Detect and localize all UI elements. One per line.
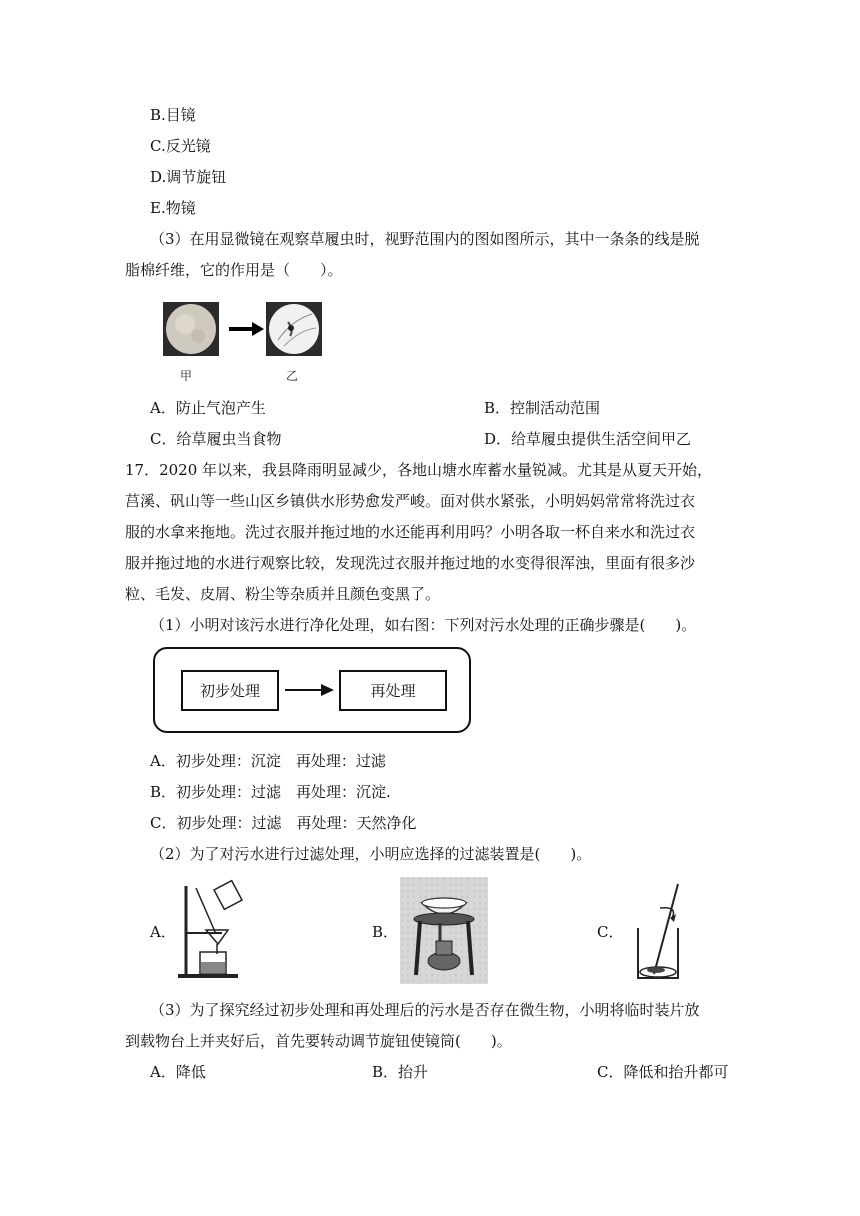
q17-para-line1: 17．2020 年以来，我县降雨明显减少，各地山塘水库蓄水量锐减。尤其是从夏天开始，	[125, 461, 713, 479]
q16-3-option-d: D．给草履虫提供生活空间甲乙	[484, 430, 692, 448]
process-flow-diagram	[153, 647, 471, 733]
q17-1-option-b: B．初步处理：过滤 再处理：沉淀.	[150, 783, 391, 801]
q17-2-stem: （2）为了对污水进行过滤处理，小明应选择的过滤装置是( )。	[150, 845, 592, 863]
q17-para-line5: 粒、毛发、皮屑、粉尘等杂质并且颜色变黑了。	[125, 585, 441, 603]
q17-2-option-c-label: C．	[597, 923, 624, 941]
q16-3-option-c: C．给草履虫当食物	[150, 430, 282, 448]
flow-box-initial: 初步处理	[181, 670, 279, 711]
q17-para-line2: 莒溪、矾山等一些山区乡镇供水形势愈发严峻。面对供水紧张，小明妈妈常常将洗过衣	[125, 492, 696, 510]
evaporation-apparatus-figure	[400, 877, 488, 984]
q17-para-line3: 服的水拿来拖地。洗过衣服并拖过地的水还能再利用吗？小明各取一杯自来水和洗过衣	[125, 523, 696, 541]
q17-1-option-a: A．初步处理：沉淀 再处理：过滤	[150, 752, 386, 770]
q17-2-option-a-label: A．	[150, 923, 176, 941]
option-e-objective: E.物镜	[150, 199, 196, 217]
option-d-knob: D.调节旋钮	[150, 168, 227, 186]
q17-3-option-c: C．降低和抬升都可	[597, 1063, 729, 1081]
flow-box-reprocess: 再处理	[339, 670, 447, 711]
filtration-apparatus-figure	[172, 878, 247, 983]
q17-1-stem: （1）小明对该污水进行净化处理，如右图：下列对污水处理的正确步骤是( )。	[150, 616, 697, 634]
q17-3-stem-line1: （3）为了探究经过初步处理和再处理后的污水是否存在微生物，小明将临时装片放	[150, 1001, 700, 1019]
figure-label-jia: 甲	[180, 369, 193, 383]
q17-3-option-a: A．降低	[150, 1063, 206, 1081]
stirring-beaker-figure	[626, 878, 686, 984]
q17-3-option-b: B．抬升	[372, 1063, 429, 1081]
q17-1-option-c: C．初步处理：过滤 再处理：天然净化	[150, 814, 417, 832]
option-b-eyepiece: B.目镜	[150, 106, 196, 124]
figure-label-yi: 乙	[286, 369, 299, 383]
flow-arrow-icon	[283, 683, 335, 697]
q16-3-stem-line2: 脂棉纤维，它的作用是（ ）。	[125, 261, 343, 279]
q16-3-option-b: B．控制活动范围	[484, 399, 601, 417]
q16-3-option-a: A．防止气泡产生	[150, 399, 266, 417]
q17-para-line4: 服并拖过地的水进行观察比较，发现洗过衣服并拖过地的水变得很浑浊，里面有很多沙	[125, 554, 696, 572]
q17-2-option-b-label: B．	[372, 923, 399, 941]
option-c-mirror: C.反光镜	[150, 137, 211, 155]
q16-3-stem-line1: （3）在用显微镜在观察草履虫时，视野范围内的图如图所示，其中一条条的线是脱	[150, 230, 700, 248]
q17-3-stem-line2: 到载物台上并夹好后，首先要转动调节旋钮使镜筒( )。	[125, 1032, 512, 1050]
microscope-view-figure	[160, 300, 330, 360]
